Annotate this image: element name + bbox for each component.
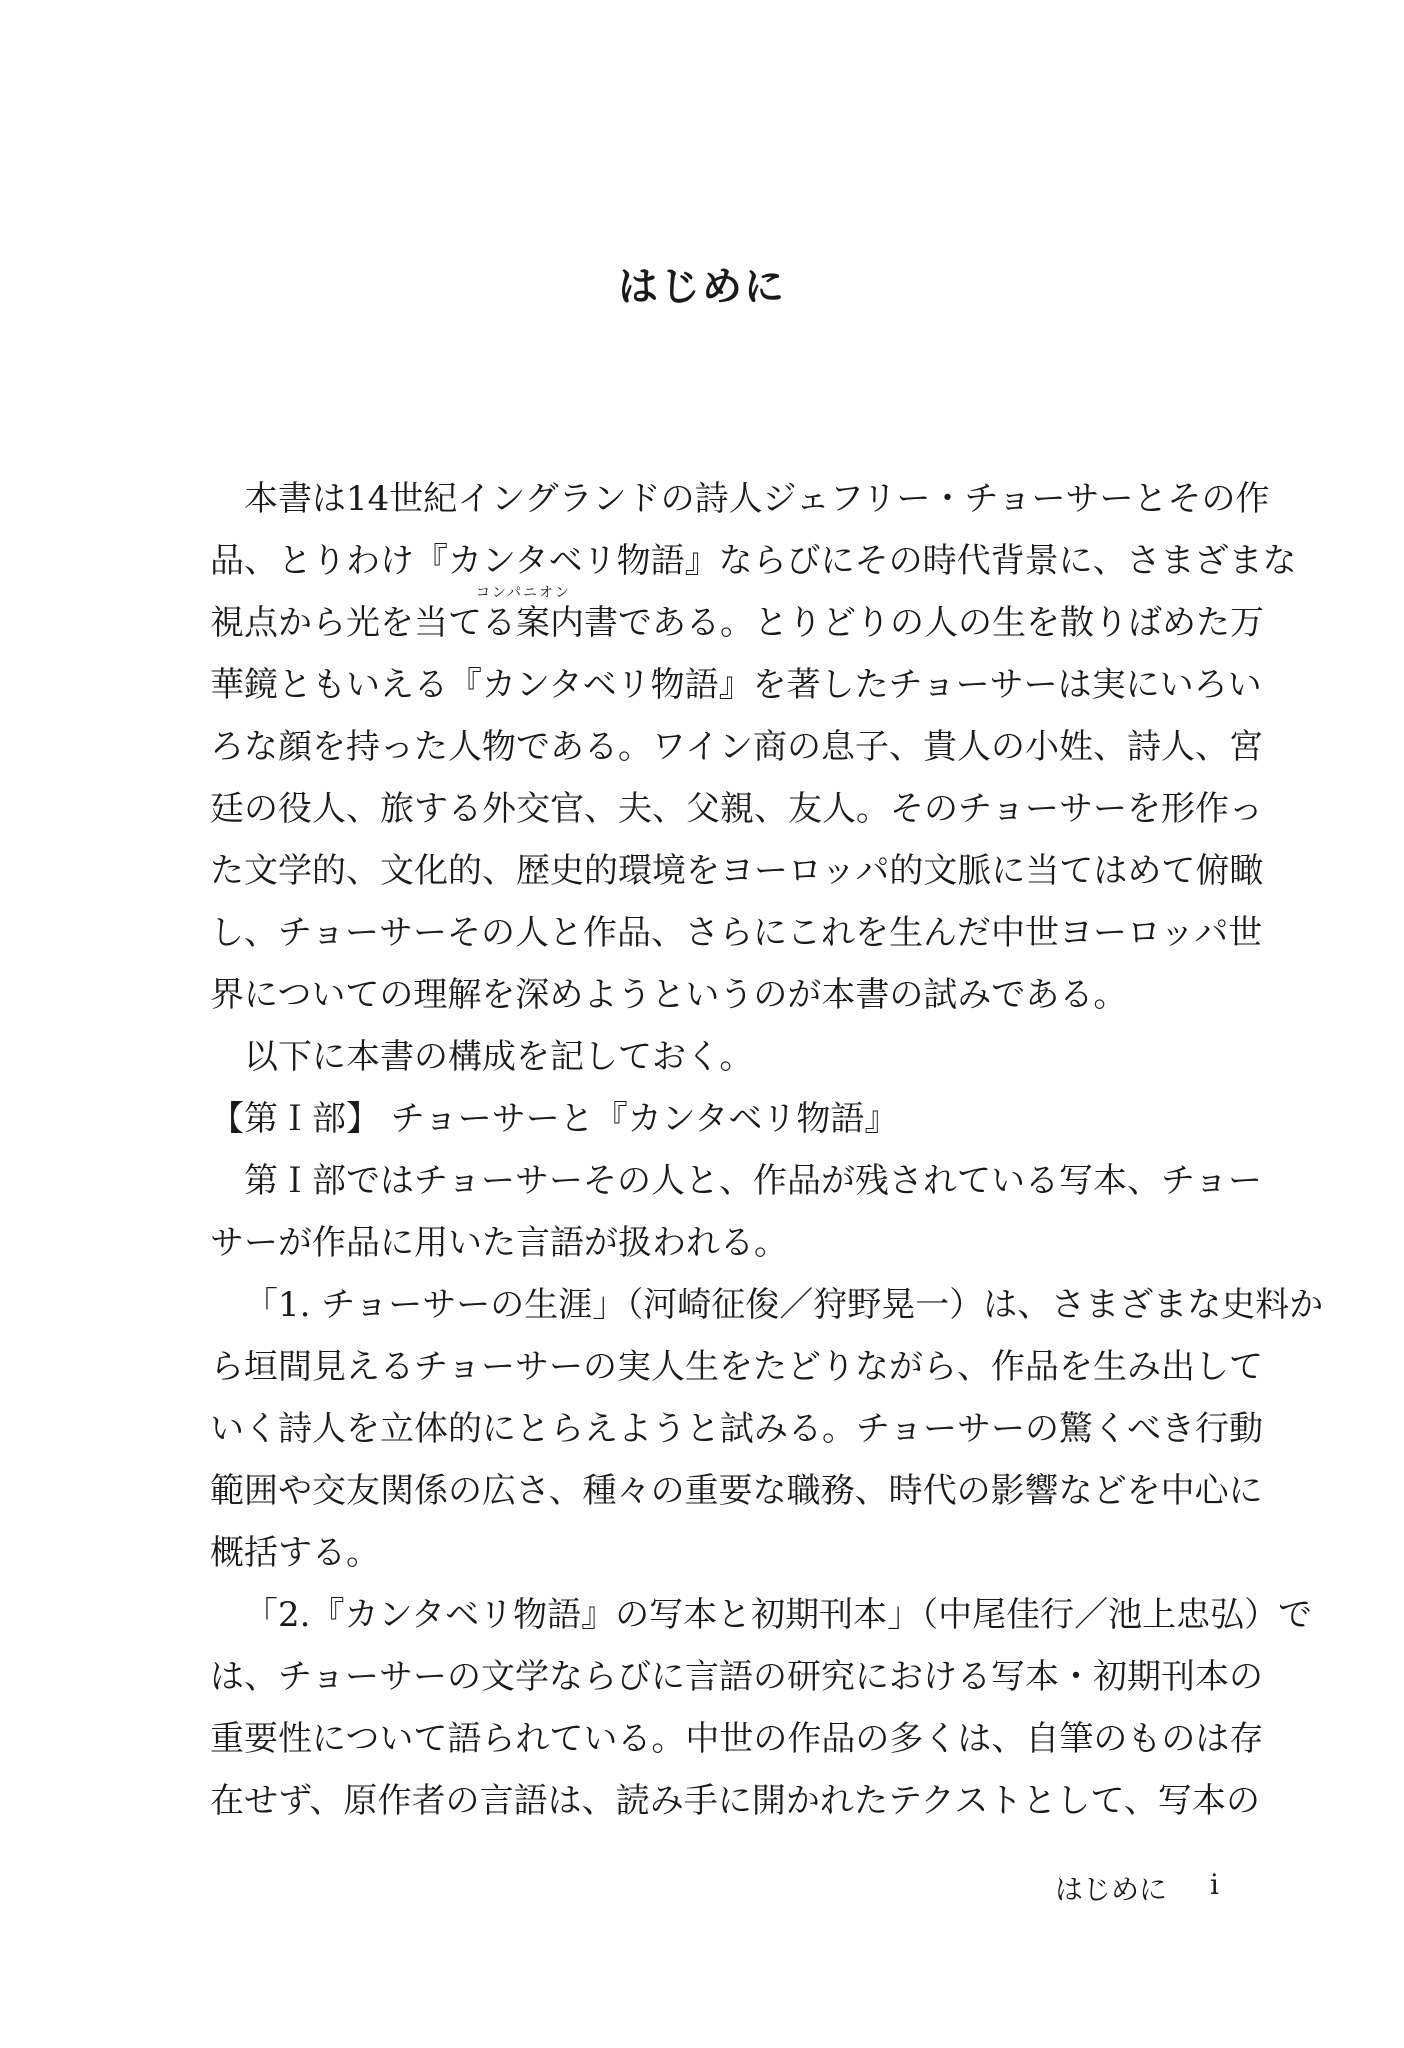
text-line: 以下に本書の構成を記しておく。: [244, 1037, 754, 1077]
text-line: [210, 585, 1264, 654]
text-line: 概括する。: [210, 1533, 380, 1573]
text-line: 「1. チョーサーの生涯」（河崎征俊／狩野晃一）は、さまざまな史料か: [244, 1285, 1324, 1325]
text-line: 「2.『カンタベリ物語』の写本と初期刊本」（中尾佳行／池上忠弘）で: [244, 1595, 1313, 1635]
text-line: 本書は14世紀イングランドの詩人ジェフリー・チョーサーとその作: [244, 479, 1270, 519]
text-line: し、チョーサーその人と作品、さらにこれを生んだ中世ヨーロッパ世: [210, 913, 1263, 953]
section-heading: 【第Ｉ部】 チョーサーと『カンタベリ物語』: [210, 1099, 899, 1139]
text-line: 界についての理解を深めようというのが本書の試みである。: [210, 975, 1128, 1015]
page-number: i: [1210, 1868, 1219, 1901]
text-line: は、チョーサーの文学ならびに言語の研究における写本・初期刊本の: [210, 1657, 1263, 1697]
text-line: 範囲や交友関係の広さ、種々の重要な職務、時代の影響などを中心に: [210, 1471, 1263, 1511]
text-line: 品、とりわけ『カンタベリ物語』ならびにその時代背景に、さまざまな: [210, 541, 1297, 581]
text-line: サーが作品に用いた言語が扱われる。: [210, 1223, 788, 1263]
text-line: 華鏡ともいえる『カンタベリ物語』を著したチョーサーは実にいろい: [210, 665, 1262, 705]
ruby-annotation: コンパニオン: [476, 585, 572, 601]
text-line: いく詩人を立体的にとらえようと試みる。チョーサーの驚くべき行動: [210, 1409, 1263, 1449]
body-text: [210, 468, 1324, 1832]
text-line: 第Ｉ部ではチョーサーその人と、作品が残されている写本、チョー: [244, 1161, 1262, 1201]
page-title: はじめに: [618, 263, 786, 310]
text-line: 在せず、原作者の言語は、読み手に開かれたテクストとして、写本の: [210, 1781, 1260, 1821]
text-line: ら垣間見えるチョーサーの実人生をたどりながら、作品を生み出して: [210, 1347, 1263, 1387]
text-line-content: 視点から光を当てる案内書である。とりどりの人の生を散りばめた万: [210, 603, 1264, 643]
text-line: 廷の役人、旅する外交官、夫、父親、友人。そのチョーサーを形作っ: [210, 789, 1263, 829]
text-line: ろな顔を持った人物である。ワイン商の息子、貴人の小姓、詩人、宮: [210, 727, 1263, 767]
text-line: 重要性について語られている。中世の作品の多くは、自筆のものは存: [210, 1719, 1264, 1759]
text-line: た文学的、文化的、歴史的環境をヨーロッパ的文脈に当てはめて俯瞰: [210, 851, 1264, 891]
running-footer: はじめに: [1055, 1873, 1168, 1906]
